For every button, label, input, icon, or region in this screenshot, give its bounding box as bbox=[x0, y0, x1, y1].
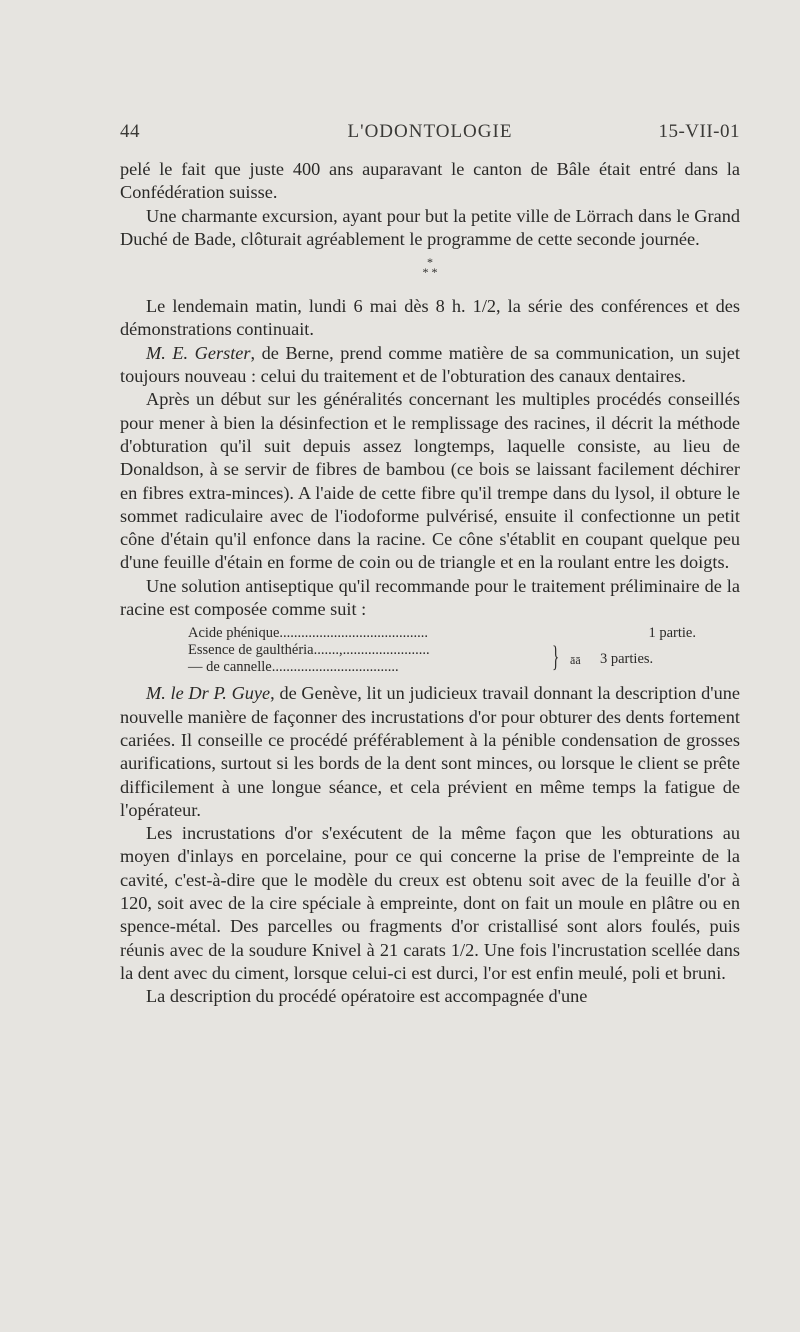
quantity: 1 partie. bbox=[648, 625, 696, 642]
paragraph: Une charmante excursion, ayant pour but la petite ville de Lörrach dans le Grand Duché de Bade, clôturait agréablement le programme de cette seconde journée. bbox=[120, 205, 740, 249]
brace: } bbox=[552, 640, 560, 674]
paragraph bbox=[120, 682, 740, 822]
running-header bbox=[120, 121, 740, 147]
recipe-row bbox=[188, 625, 696, 642]
ana-abbreviation: āā bbox=[570, 653, 581, 668]
section-asterism bbox=[120, 255, 740, 280]
quantity: 3 parties. bbox=[600, 651, 654, 668]
ingredient: Essence de gaulthéria.......,........................ bbox=[188, 642, 430, 659]
page-number: 44 bbox=[120, 121, 140, 142]
paragraph: pelé le fait que juste 400 ans auparavant le canton de Bâle était entré dans la Confédération suisse. bbox=[120, 159, 740, 203]
asterism-stars-bottom: * * bbox=[422, 265, 438, 280]
paragraph-text: , de Genève, lit un judicieux travail donnant la description d'une nouvelle manière de façonner des incrustations d'or pour obturer des dents fortement cariées. Il conseille ce procédé préférablement à la pénible condensation de grosses aurifications, surtout si les bords de la dent sont minces, ou lorsque le client se prête difficilement à une longue séance, et cela prévient en même temps la fatigue de l'opérateur. bbox=[120, 683, 740, 820]
paragraph: Une solution antiseptique qu'il recommande pour le traitement préliminaire de la racine est composée comme suit : bbox=[120, 575, 740, 620]
body-text bbox=[120, 158, 740, 1009]
paragraph bbox=[120, 342, 740, 389]
journal-title: L'ODONTOLOGIE bbox=[347, 121, 513, 142]
ingredient: Acide phénique......................................... bbox=[188, 625, 429, 642]
paragraph: La description du procédé opératoire est accompagnée d'une bbox=[146, 986, 588, 1007]
paragraph: Le lendemain matin, lundi 6 mai dès 8 h. 1/2, la série des conférences et des démonstrations continuait. bbox=[120, 296, 740, 340]
paragraph: Après un début sur les généralités concernant les multiples procédés conseillés pour mener à bien la désinfection et le remplissage des racines, il décrit la méthode d'obturation qu'il suit depuis assez longtemps, laquelle consiste, au lieu de Donaldson, à se servir de fibres de bambou (ce bois se laissant facilement déchirer en fibres extra-minces). A l'aide de cette fibre qu'il trempe dans du lysol, il obture le sommet radiculaire avec de l'iodoforme pulvérisé, ensuite il confectionne un petit cône d'étain qu'il enfonce dans la racine. Ce cône s'établit en coupant quelque peu d'une feuille d'étain en forme de coin ou de triangle et en la roulant entre les doigts. bbox=[120, 389, 740, 573]
paragraph: Les incrustations d'or s'exécutent de la même façon que les obturations au moyen d'inlays en porcelaine, pour ce qui concerne la prise de l'empreinte de la cavité, c'est-à-dire que le modèle du creux est obtenu soit avec de la feuille d'or à 120, soit avec de la cire spéciale à empreinte, dont on fait un moule en plâtre ou en spence-métal. Des parcelles ou fragments d'or cristallisé sont alors foulés, puis réunis avec de la soudure Knivel à 21 carats 1/2. Une fois l'incrustation scellée dans la dent avec du ciment, lorsque celui-ci est durci, l'or est enfin meulé, poli et bruni. bbox=[120, 823, 740, 983]
ingredient: — de cannelle................................... bbox=[188, 659, 399, 676]
speaker-name: M. le Dr P. Guye bbox=[146, 683, 271, 704]
speaker-name: M. E. Gerster bbox=[146, 342, 251, 363]
recipe-brace-group bbox=[552, 642, 702, 676]
paragraph-text: , de Berne, prend comme matière de sa communication, un sujet toujours nouveau : celui du traitement et de l'obturation des canaux dentaires. bbox=[120, 342, 740, 387]
recipe-table bbox=[188, 625, 696, 676]
asterism-star-top: * bbox=[427, 255, 433, 270]
issue-date: 15-VII-01 bbox=[658, 121, 740, 142]
